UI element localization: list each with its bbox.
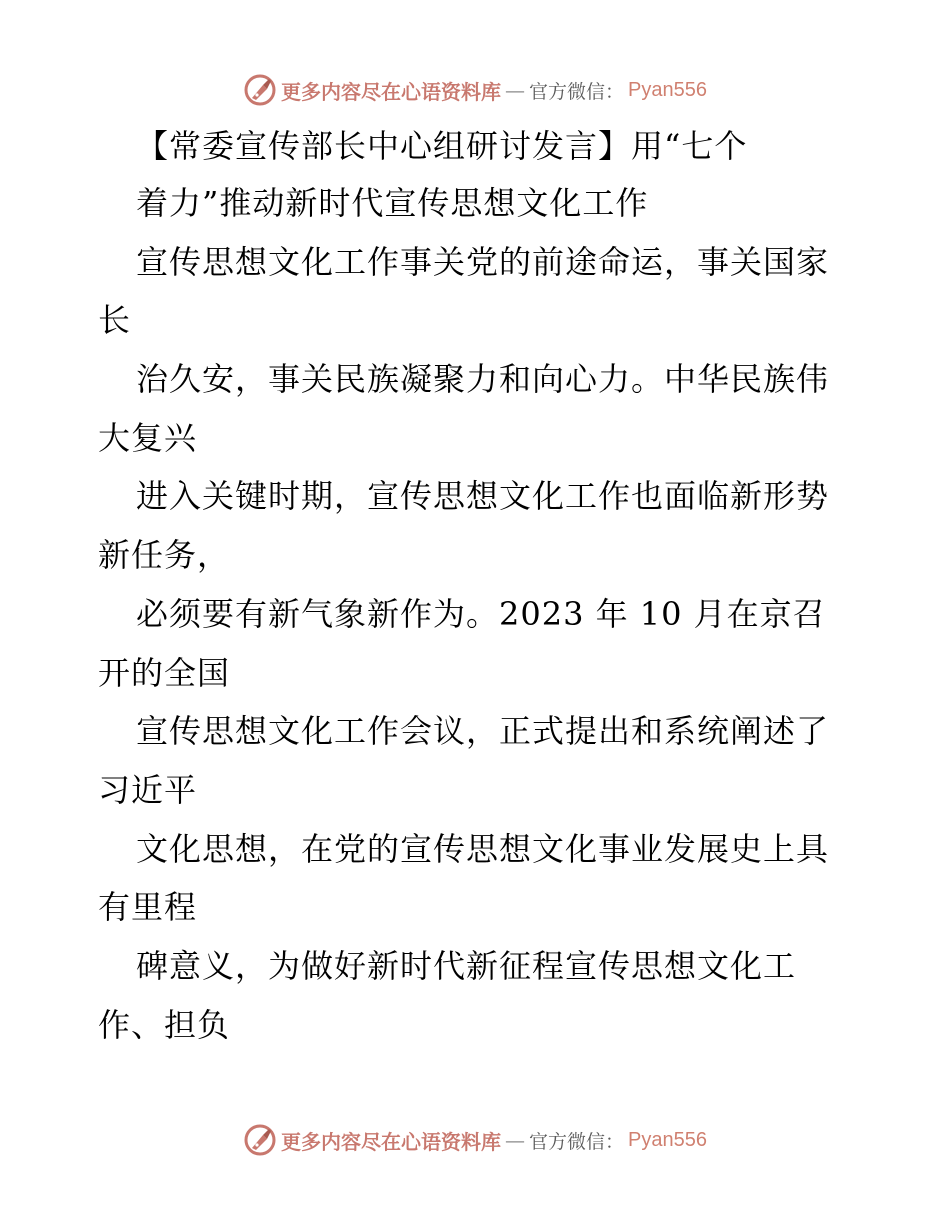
body-line: 开的全国 xyxy=(98,654,231,692)
footer-watermark xyxy=(0,1120,950,1160)
body-line: 进入关键时期，宣传思想文化工作也面临新形势 xyxy=(136,477,830,515)
body-line: 新任务， xyxy=(98,536,231,574)
body-line: 习近平 xyxy=(98,771,198,809)
body-line: 碑意义，为做好新时代新征程宣传思想文化工 xyxy=(136,947,797,985)
body-line: 大复兴 xyxy=(98,419,198,457)
document-title-line-2: 着力”推动新时代宣传思想文化工作 xyxy=(136,184,649,222)
document-title-line-1: 【常委宣传部长中心组研讨发言】用“七个 xyxy=(136,127,748,165)
watermark-wechat-id: Pyan556 xyxy=(628,1128,707,1151)
body-line: 长 xyxy=(98,301,132,339)
watermark-wechat-id: Pyan556 xyxy=(628,78,707,101)
body-line: 作、担负 xyxy=(98,1006,231,1044)
body-line: 宣传思想文化工作事关党的前途命运，事关国家 xyxy=(136,243,830,281)
body-line: 必须要有新气象新作为。2023 年 10 月在京召 xyxy=(136,595,826,633)
pen-nib-logo-icon xyxy=(243,73,277,107)
pen-nib-logo-icon xyxy=(243,1123,277,1157)
header-watermark xyxy=(0,70,950,110)
watermark-main-text: 更多内容尽在心语资料库 xyxy=(281,1129,501,1154)
body-line: 有里程 xyxy=(98,888,198,926)
watermark-main-text: 更多内容尽在心语资料库 xyxy=(281,79,501,104)
watermark-sub-text: 官方微信： xyxy=(529,1130,625,1153)
watermark-dash: — xyxy=(505,1128,525,1152)
body-line: 文化思想，在党的宣传思想文化事业发展史上具 xyxy=(136,830,830,868)
watermark-dash: — xyxy=(505,78,525,102)
body-line: 宣传思想文化工作会议，正式提出和系统阐述了 xyxy=(136,712,830,750)
body-line: 治久安，事关民族凝聚力和向心力。中华民族伟 xyxy=(136,360,830,398)
watermark-sub-text: 官方微信： xyxy=(529,80,625,103)
